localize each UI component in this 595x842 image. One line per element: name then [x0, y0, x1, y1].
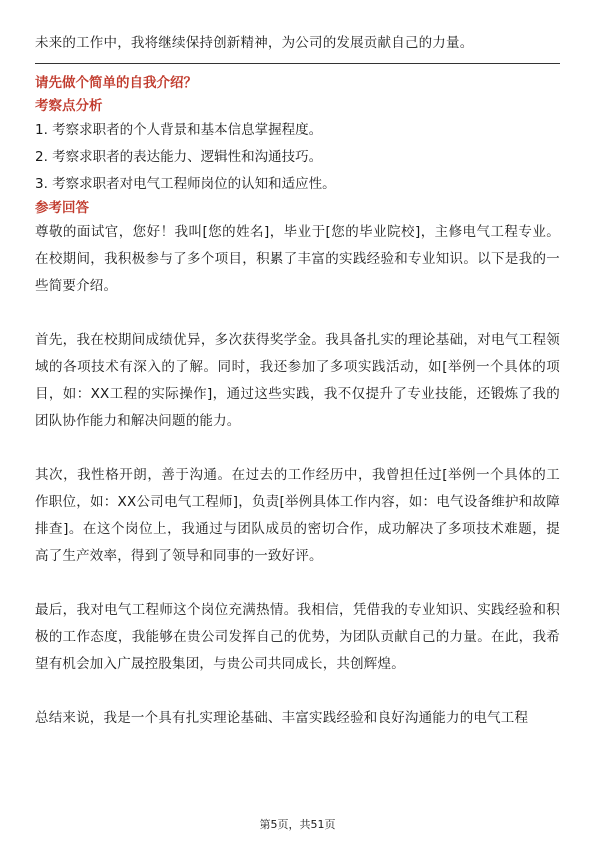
analysis-heading: 考察点分析 — [35, 98, 103, 114]
answer-paragraph: 总结来说，我是一个具有扎实理论基础、丰富实践经验和良好沟通能力的电气工程 — [35, 710, 529, 726]
page-number: 第5页，共51页 — [259, 818, 336, 831]
answer-paragraph: 最后，我对电气工程师这个岗位充满热情。我相信，凭借我的专业知识、实践经验和积极的工作态度，我能够在贵公司发挥自己的优势，为团队贡献自己的力量。在此，我希望有机会加入广晟控股集团，与贵公司共同成长，共创辉煌。 — [35, 602, 560, 672]
analysis-list — [35, 117, 560, 198]
document-page — [35, 30, 560, 732]
section-divider — [35, 63, 560, 64]
list-item: 3. 考察求职者对电气工程师岗位的认知和适应性。 — [35, 176, 336, 192]
answer-paragraph: 尊敬的面试官，您好！我叫[您的姓名]，毕业于[您的毕业院校]，主修电气工程专业。在校期间，我积极参与了多个项目，积累了丰富的实践经验和专业知识。以下是我的一些简要介绍。 — [35, 224, 560, 294]
list-item: 2. 考察求职者的表达能力、逻辑性和沟通技巧。 — [35, 149, 323, 165]
question-title: 请先做个简单的自我介绍？ — [35, 75, 197, 91]
intro-line: 未来的工作中，我将继续保持创新精神，为公司的发展贡献自己的力量。 — [35, 35, 474, 51]
answer-heading: 参考回答 — [35, 200, 89, 216]
list-item: 1. 考察求职者的个人背景和基本信息掌握程度。 — [35, 122, 323, 138]
answer-paragraph: 其次，我性格开朗，善于沟通。在过去的工作经历中，我曾担任过[举例一个具体的工作职位，如：XX公司电气工程师]，负责[举例具体工作内容，如：电气设备维护和故障排查]。在这个岗位上，我通过与团队成员的密切合作，成功解决了多项技术难题，提高了生产效率，得到了领导和同事的一致好评。 — [35, 467, 560, 564]
answer-paragraph: 首先，我在校期间成绩优异，多次获得奖学金。我具备扎实的理论基础，对电气工程领域的各项技术有深入的了解。同时，我还参加了多项实践活动，如[举例一个具体的项目，如：XX工程的实际操作]，通过这些实践，我不仅提升了专业技能，还锻炼了我的团队协作能力和解决问题的能力。 — [35, 332, 560, 429]
